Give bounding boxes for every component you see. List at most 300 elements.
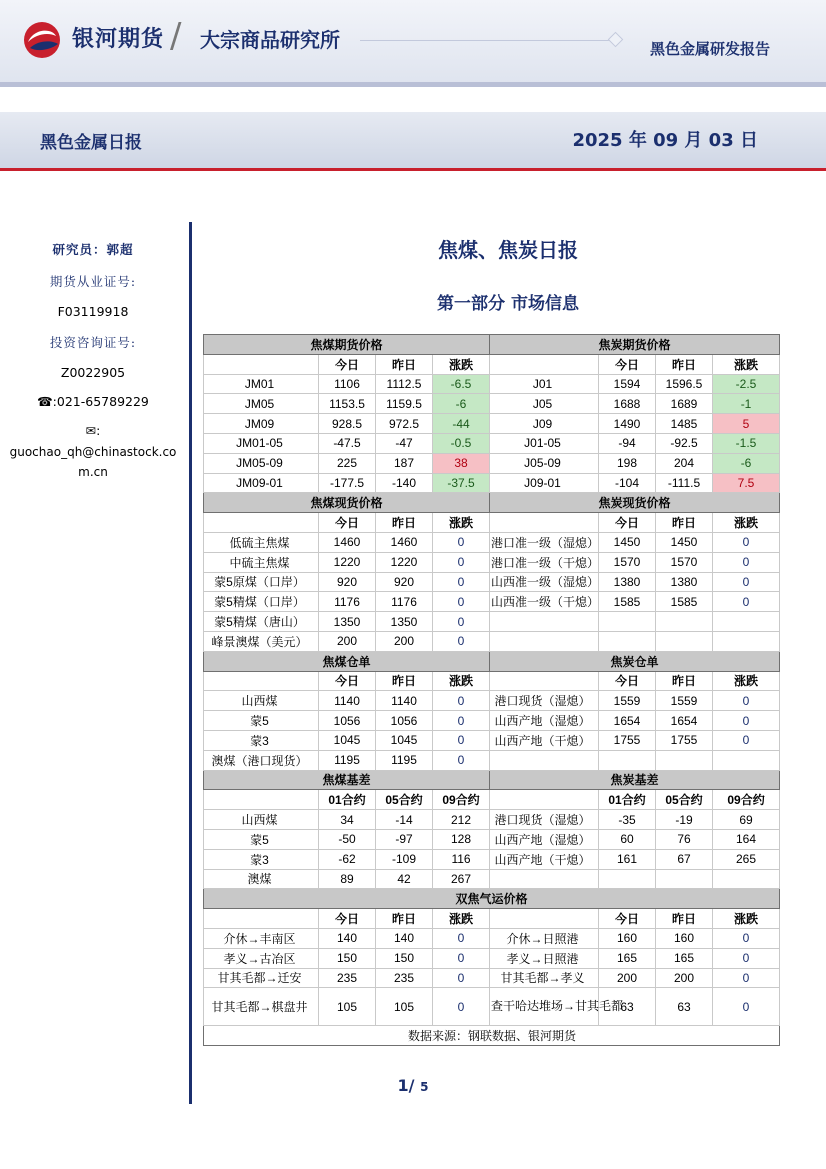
cell-today: -50: [319, 829, 376, 849]
cell-change: 0: [433, 711, 490, 731]
column-header: 涨跌: [433, 513, 490, 533]
freight-section-header: [204, 889, 780, 909]
cell-change: 0: [433, 552, 490, 572]
cell-today: -104: [599, 473, 656, 493]
cell-today: [599, 612, 656, 632]
row-label: 蒙5精煤（唐山）: [204, 612, 319, 632]
column-header-blank: [204, 671, 319, 691]
freight-row: [204, 948, 780, 968]
spot-section-header: [204, 493, 780, 513]
row-label: 查干哈达堆场→甘其毛都: [490, 988, 599, 1026]
cell-today: -177.5: [319, 473, 376, 493]
row-label: 蒙3: [204, 730, 319, 750]
cell-change: 0: [713, 948, 780, 968]
cell-today: 150: [319, 948, 376, 968]
cell-yesterday: 1195: [376, 750, 433, 770]
cell-yesterday: [656, 750, 713, 770]
cell-change: -6: [713, 453, 780, 473]
freight-column-header: [204, 909, 780, 929]
row-label: 蒙3: [204, 849, 319, 869]
cell-yesterday: 200: [376, 631, 433, 651]
cell-change: [713, 869, 780, 889]
cell-yesterday: 200: [656, 968, 713, 988]
cell-yesterday: 187: [376, 453, 433, 473]
cell-change: 0: [713, 968, 780, 988]
cell-change: [713, 612, 780, 632]
cell-change: 265: [713, 849, 780, 869]
cell-change: -6: [433, 394, 490, 414]
cell-change: 0: [713, 552, 780, 572]
column-header: 09合约: [433, 790, 490, 810]
cell-yesterday: 1689: [656, 394, 713, 414]
cell-today: 200: [319, 631, 376, 651]
spot-row: [204, 572, 780, 592]
cell-today: 1056: [319, 711, 376, 731]
column-header: 涨跌: [713, 671, 780, 691]
warehouse-right-title: 焦炭仓单: [490, 651, 780, 671]
warehouse-row: [204, 750, 780, 770]
cell-change: -0.5: [433, 433, 490, 453]
row-label: 山西煤: [204, 691, 319, 711]
row-label: 山西煤: [204, 810, 319, 830]
column-header: 昨日: [656, 671, 713, 691]
basis-row: [204, 829, 780, 849]
cell-yesterday: -47: [376, 433, 433, 453]
cell-yesterday: 76: [656, 829, 713, 849]
row-label: [490, 869, 599, 889]
warehouse-row: [204, 711, 780, 731]
row-label: 港口现货（湿熄）: [490, 691, 599, 711]
cell-today: 89: [319, 869, 376, 889]
cell-yesterday: -14: [376, 810, 433, 830]
cell-yesterday: 150: [376, 948, 433, 968]
column-header: 昨日: [656, 909, 713, 929]
galaxy-logo-icon: [22, 20, 62, 60]
cell-change: 0: [433, 968, 490, 988]
page-current: 1: [397, 1076, 409, 1095]
cell-yesterday: 1485: [656, 414, 713, 434]
sidebar-divider: [189, 222, 192, 1104]
basis-row: [204, 869, 780, 889]
cell-change: -2.5: [713, 374, 780, 394]
cell-today: 198: [599, 453, 656, 473]
column-header: 今日: [319, 909, 376, 929]
column-header: 昨日: [376, 354, 433, 374]
row-label: 中硫主焦煤: [204, 552, 319, 572]
cell-yesterday: [656, 631, 713, 651]
warehouse-column-header: [204, 671, 780, 691]
row-label: 蒙5精煤（口岸）: [204, 592, 319, 612]
spot-row: [204, 532, 780, 552]
row-label: 甘其毛都→棋盘井: [204, 988, 319, 1026]
cell-today: 105: [319, 988, 376, 1026]
cell-yesterday: [656, 869, 713, 889]
data-source: 数据来源：钢联数据、银河期货: [204, 1026, 780, 1046]
cell-yesterday: 1140: [376, 691, 433, 711]
page-total: 5: [420, 1080, 429, 1094]
cell-yesterday: 1380: [656, 572, 713, 592]
row-label: JM01-05: [204, 433, 319, 453]
header-divider: [0, 82, 826, 87]
cell-change: 0: [713, 928, 780, 948]
cell-change: 0: [433, 928, 490, 948]
cell-today: 1654: [599, 711, 656, 731]
cell-change: -37.5: [433, 473, 490, 493]
spot-column-header: [204, 513, 780, 533]
cell-change: 0: [433, 750, 490, 770]
cell-today: 165: [599, 948, 656, 968]
header-decoration-line: [360, 40, 610, 41]
futures-row: [204, 394, 780, 414]
cell-today: 1220: [319, 552, 376, 572]
cell-today: 1195: [319, 750, 376, 770]
report-title: 焦煤、焦炭日报: [438, 238, 578, 262]
freight-row: [204, 928, 780, 948]
cell-yesterday: 235: [376, 968, 433, 988]
cell-change: [713, 631, 780, 651]
row-label: JM05: [204, 394, 319, 414]
cell-yesterday: 1570: [656, 552, 713, 572]
cell-yesterday: 1654: [656, 711, 713, 731]
cell-change: 0: [433, 631, 490, 651]
cell-today: 1559: [599, 691, 656, 711]
row-label: [490, 631, 599, 651]
cell-change: -1: [713, 394, 780, 414]
cell-today: 200: [599, 968, 656, 988]
row-label: 港口现货（湿熄）: [490, 810, 599, 830]
cell-yesterday: -140: [376, 473, 433, 493]
column-header: 涨跌: [713, 513, 780, 533]
basis-left-title: 焦煤基差: [204, 770, 490, 790]
warehouse-left-title: 焦煤仓单: [204, 651, 490, 671]
spot-row: [204, 552, 780, 572]
cell-change: 267: [433, 869, 490, 889]
subheader-red-line: [0, 168, 826, 171]
column-header: 涨跌: [713, 909, 780, 929]
cell-today: -94: [599, 433, 656, 453]
row-label: 山西产地（湿熄）: [490, 711, 599, 731]
cell-change: 116: [433, 849, 490, 869]
cell-yesterday: 1045: [376, 730, 433, 750]
column-header-blank: [204, 790, 319, 810]
column-header: 昨日: [656, 513, 713, 533]
row-label: JM09-01: [204, 473, 319, 493]
cell-change: 0: [433, 730, 490, 750]
row-label: 港口准一级（干熄）: [490, 552, 599, 572]
cell-today: 160: [599, 928, 656, 948]
row-label: 孝义→古冶区: [204, 948, 319, 968]
row-label: 蒙5: [204, 829, 319, 849]
row-label: J01: [490, 374, 599, 394]
section-title: 第一部分 市场信息: [437, 294, 579, 314]
cell-today: [599, 750, 656, 770]
row-label: J09-01: [490, 473, 599, 493]
cell-today: 140: [319, 928, 376, 948]
cell-change: [713, 750, 780, 770]
cell-change: 0: [713, 532, 780, 552]
column-header-blank: [204, 513, 319, 533]
basis-right-title: 焦炭基差: [490, 770, 780, 790]
row-label: 蒙5: [204, 711, 319, 731]
cell-change: 7.5: [713, 473, 780, 493]
cell-change: 0: [433, 948, 490, 968]
row-label: 山西准一级（湿熄）: [490, 572, 599, 592]
column-header-blank: [204, 909, 319, 929]
row-label: 澳煤（港口现货）: [204, 750, 319, 770]
warehouse-row: [204, 730, 780, 750]
phone: ☎:021-65789229: [37, 394, 149, 409]
cell-change: -1.5: [713, 433, 780, 453]
cell-today: 1450: [599, 532, 656, 552]
cell-change: 69: [713, 810, 780, 830]
cell-yesterday: 1559: [656, 691, 713, 711]
cell-change: 0: [433, 612, 490, 632]
row-label: 蒙5原煤（口岸）: [204, 572, 319, 592]
author-sidebar: [0, 240, 186, 482]
spot-row: [204, 631, 780, 651]
futures-row: [204, 414, 780, 434]
column-header-blank: [490, 909, 599, 929]
cell-change: -44: [433, 414, 490, 434]
cell-change: 128: [433, 829, 490, 849]
cell-yesterday: -97: [376, 829, 433, 849]
basis-column-header: [204, 790, 780, 810]
institute-name: 大宗商品研究所: [200, 28, 340, 52]
cell-yesterday: 140: [376, 928, 433, 948]
row-label: JM05-09: [204, 453, 319, 473]
source-row: [204, 1026, 780, 1046]
cell-today: 1140: [319, 691, 376, 711]
column-header: 今日: [319, 354, 376, 374]
cell-yesterday: -111.5: [656, 473, 713, 493]
cell-today: -47.5: [319, 433, 376, 453]
cell-today: 161: [599, 849, 656, 869]
row-label: 山西产地（干熄）: [490, 730, 599, 750]
freight-title: 双焦气运价格: [204, 889, 780, 909]
cell-change: 38: [433, 453, 490, 473]
row-label: 介休→丰南区: [204, 928, 319, 948]
spot-row: [204, 612, 780, 632]
column-header: 05合约: [656, 790, 713, 810]
cell-change: 0: [433, 592, 490, 612]
cell-yesterday: 1460: [376, 532, 433, 552]
daily-name: 黑色金属日报: [40, 133, 142, 153]
futures-row: [204, 453, 780, 473]
cell-yesterday: -92.5: [656, 433, 713, 453]
column-header: 昨日: [376, 513, 433, 533]
brand-slash: /: [170, 16, 182, 56]
cell-change: 164: [713, 829, 780, 849]
cell-change: 0: [433, 691, 490, 711]
column-header: 涨跌: [713, 354, 780, 374]
cell-today: 1106: [319, 374, 376, 394]
cell-change: 0: [433, 572, 490, 592]
report-type: 黑色金属研发报告: [649, 40, 770, 58]
basis-row: [204, 810, 780, 830]
row-label: 峰景澳煤（美元）: [204, 631, 319, 651]
spot-left-title: 焦煤现货价格: [204, 493, 490, 513]
column-header: 昨日: [656, 354, 713, 374]
row-label: 山西产地（湿熄）: [490, 829, 599, 849]
row-label: 山西产地（干熄）: [490, 849, 599, 869]
row-label: 介休→日照港: [490, 928, 599, 948]
row-label: J01-05: [490, 433, 599, 453]
cell-yesterday: 1755: [656, 730, 713, 750]
row-label: [490, 750, 599, 770]
email[interactable]: guochao_qh@chinastock.com.cn: [9, 445, 177, 479]
futures-row: [204, 374, 780, 394]
cell-today: 1460: [319, 532, 376, 552]
cell-yesterday: -109: [376, 849, 433, 869]
cell-yesterday: 1350: [376, 612, 433, 632]
cell-today: -62: [319, 849, 376, 869]
row-label: 港口准一级（湿熄）: [490, 532, 599, 552]
column-header: 今日: [599, 671, 656, 691]
cell-yesterday: 204: [656, 453, 713, 473]
email-label: ✉:: [85, 423, 101, 438]
cell-yesterday: 67: [656, 849, 713, 869]
cell-today: 63: [599, 988, 656, 1026]
cell-change: 0: [713, 592, 780, 612]
cell-change: -6.5: [433, 374, 490, 394]
cell-today: [599, 869, 656, 889]
cell-today: 1153.5: [319, 394, 376, 414]
cell-yesterday: 1159.5: [376, 394, 433, 414]
page-number: 1/ 5: [397, 1076, 429, 1095]
cell-yesterday: 165: [656, 948, 713, 968]
researcher: 研究员：郭超: [52, 242, 134, 257]
cell-yesterday: 1056: [376, 711, 433, 731]
cell-yesterday: 920: [376, 572, 433, 592]
spot-row: [204, 592, 780, 612]
cell-today: 60: [599, 829, 656, 849]
futures-cert-label: 期货从业证号:: [49, 274, 137, 289]
row-label: 山西准一级（干熄）: [490, 592, 599, 612]
cell-yesterday: [656, 612, 713, 632]
cell-today: 1350: [319, 612, 376, 632]
row-label: 甘其毛都→迁安: [204, 968, 319, 988]
cell-change: 0: [433, 988, 490, 1026]
column-header-blank: [490, 354, 599, 374]
column-header: 今日: [319, 671, 376, 691]
cell-today: 1594: [599, 374, 656, 394]
cell-today: 1688: [599, 394, 656, 414]
futures-right-title: 焦炭期货价格: [490, 335, 780, 355]
cell-today: 928.5: [319, 414, 376, 434]
row-label: J09: [490, 414, 599, 434]
cell-change: 212: [433, 810, 490, 830]
basis-row: [204, 849, 780, 869]
spot-right-title: 焦炭现货价格: [490, 493, 780, 513]
row-label: 孝义→日照港: [490, 948, 599, 968]
cell-yesterday: 1596.5: [656, 374, 713, 394]
row-label: 澳煤: [204, 869, 319, 889]
row-label: 低硫主焦煤: [204, 532, 319, 552]
cell-change: 5: [713, 414, 780, 434]
column-header: 01合约: [319, 790, 376, 810]
cell-today: -35: [599, 810, 656, 830]
cell-yesterday: -19: [656, 810, 713, 830]
cell-change: 0: [713, 572, 780, 592]
column-header: 涨跌: [433, 671, 490, 691]
cell-yesterday: 1176: [376, 592, 433, 612]
row-label: [490, 612, 599, 632]
column-header-blank: [490, 671, 599, 691]
cell-yesterday: 105: [376, 988, 433, 1026]
freight-row: [204, 988, 780, 1026]
column-header: 09合约: [713, 790, 780, 810]
cell-today: 1755: [599, 730, 656, 750]
cell-today: 1380: [599, 572, 656, 592]
futures-column-header: [204, 354, 780, 374]
warehouse-section-header: [204, 651, 780, 671]
cell-today: 1490: [599, 414, 656, 434]
row-label: JM09: [204, 414, 319, 434]
row-label: JM01: [204, 374, 319, 394]
brand-name: 银河期货: [72, 27, 165, 52]
column-header: 01合约: [599, 790, 656, 810]
consult-cert-label: 投资咨询证号:: [49, 335, 137, 350]
consult-cert: Z0022905: [60, 365, 126, 380]
column-header: 今日: [599, 909, 656, 929]
cell-today: 235: [319, 968, 376, 988]
cell-yesterday: 972.5: [376, 414, 433, 434]
row-label: J05: [490, 394, 599, 414]
column-header-blank: [204, 354, 319, 374]
futures-section-header: [204, 335, 780, 355]
futures-row: [204, 433, 780, 453]
cell-today: 1570: [599, 552, 656, 572]
cell-yesterday: 160: [656, 928, 713, 948]
cell-yesterday: 1450: [656, 532, 713, 552]
column-header: 涨跌: [433, 909, 490, 929]
cell-change: 0: [713, 691, 780, 711]
cell-yesterday: 42: [376, 869, 433, 889]
column-header: 今日: [319, 513, 376, 533]
cell-today: 1176: [319, 592, 376, 612]
row-label: J05-09: [490, 453, 599, 473]
cell-change: 0: [433, 532, 490, 552]
basis-section-header: [204, 770, 780, 790]
cell-change: 0: [713, 730, 780, 750]
cell-change: 0: [713, 988, 780, 1026]
column-header-blank: [490, 790, 599, 810]
report-date: 2025 年 09 月 03 日: [572, 130, 758, 151]
cell-yesterday: 1585: [656, 592, 713, 612]
freight-row: [204, 968, 780, 988]
column-header: 05合约: [376, 790, 433, 810]
futures-row: [204, 473, 780, 493]
cell-today: 1045: [319, 730, 376, 750]
cell-today: 1585: [599, 592, 656, 612]
futures-left-title: 焦煤期货价格: [204, 335, 490, 355]
column-header-blank: [490, 513, 599, 533]
cell-today: 920: [319, 572, 376, 592]
market-data-table: [203, 334, 780, 1046]
futures-cert: F03119918: [57, 304, 129, 319]
cell-today: 34: [319, 810, 376, 830]
warehouse-row: [204, 691, 780, 711]
cell-today: [599, 631, 656, 651]
column-header: 今日: [599, 513, 656, 533]
column-header: 昨日: [376, 909, 433, 929]
cell-today: 225: [319, 453, 376, 473]
cell-yesterday: 1112.5: [376, 374, 433, 394]
cell-change: 0: [713, 711, 780, 731]
cell-yesterday: 1220: [376, 552, 433, 572]
column-header: 涨跌: [433, 354, 490, 374]
row-label: 甘其毛都→孝义: [490, 968, 599, 988]
